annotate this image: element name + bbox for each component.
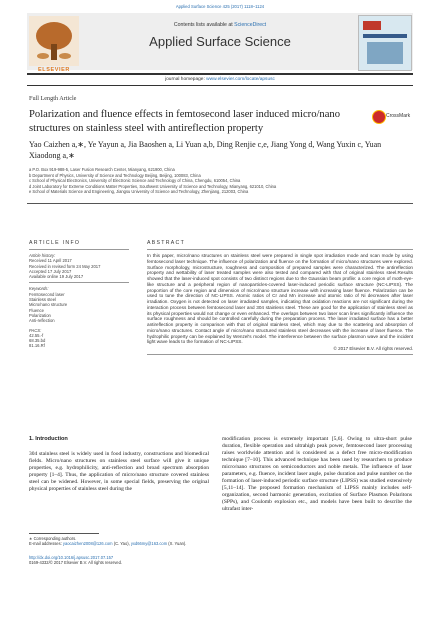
footnote-rule (29, 533, 99, 534)
email-line (29, 541, 229, 546)
affiliation: a P.O. Box 919-988-5, Laser Fusion Research Center, Mianyang, 621900, China (29, 167, 175, 172)
keyword: Femtosecond laser (29, 291, 65, 297)
footnotes (29, 536, 229, 546)
keyword: Fluence (29, 307, 44, 313)
section-divider (27, 203, 413, 204)
article-title: Polarization and fluence effects in femtosecond laser induced micro/nano structures on stainless steel with antireflection property (29, 109, 341, 134)
affiliation: d Joint Laboratory for Extreme Conditions Matter Properties, Southwest University of Science and Technology, Mianyang, 621010, China (29, 183, 277, 189)
intro-right-column: modification process is extremely important [5,6]. Owing to ultra-short pulse duration, flexible operation and ultrahigh peak power, femtosecond laser processing raises worldwide attention and is considered as a defect free micro-modification technique [7–10]. This advanced technique has been used by researchers to produce micro/nano structures on semiconductors and noble metals. The influence of laser parameters, e.g. fluence, incident laser angle, pulse duration and pulse number on the formation of laser-induced periodic surface structure (LIPSS) was studied extensively [5,11–14]. The proposed formation mechanism of LIPSS mainly includes self-organization, second harmonic generation, excitation of Surface Plasmon Polaritons (SPPs), and Coulomb explosion etc., and models have been built to describe the ultrafast inter- (222, 436, 412, 512)
history-item: Received in revised form 24 May 2017 (29, 263, 101, 269)
doi-link[interactable]: http://dx.doi.org/10.1016/j.apsusc.2017.07.157 (29, 555, 114, 560)
pacs-label: PACS: (29, 327, 42, 333)
article-type: Full Length Article (29, 95, 77, 102)
keywords-label: Keywords: (29, 286, 49, 292)
abstract-heading: ABSTRACT (147, 240, 186, 246)
doi-block (29, 555, 249, 565)
article-info (29, 240, 129, 349)
affiliations (29, 167, 409, 195)
abstract-section (147, 240, 413, 355)
abstract-text: In this paper, micro/nano structures on stainless steel were prepared in single spot irradiation mode and scan mode by using femtosecond laser technique. The influence of polarization and fluence on the formation of micro/nano structures were explored. Surface morphology, microstructure, roughness and composition of prepared samples were characterized. The antireflection property and wettability of laser treated samples were also tested and compared with that of original stainless steel.Results showed that the laser-induced spot consists of two distinct regions due to the Gaussian beam profile: a core region of moth-eye-like structure and a peripheral region of nanoparticles-covered laser-induced periodic surface structure (NC-LIPSS). The proportion of the core region and dimension of micro/nano structure increase with increasing laser fluence. Polarization can be used to tune the direction of NC-LIPSS. Atomic ratios of Cr and Mn increase and atomic ratio of Ni decreases after laser irradiation. Oxygen is not detected on laser irradiated samples, indicating that oxidation reactions are not significant during the interaction process between femtosecond laser and 304 stainless steel. These are good for the application of stainless steel as its physical properties would not change or even enhanced. The overlaps between two laser scan lines significantly influence the surface roughness and should be controlled carefully during the preparation process. The laser irradiated surface has a better antireflection property in comparison with that of original stainless steel, which may due to the scattering and absorption of micro/nano structures. Contact angle of micro/nano structured stainless steel decreases with the increase of laser fluence. The hydrophilic property can be explained by Wenzel's model. The interference between the surface plasmon wave and the incident light wave leads to the formation of NC-LIPSS. (147, 253, 413, 345)
article-info-heading: ARTICLE INFO (29, 240, 81, 246)
author-list: Yao Caizhen a,∗, Ye Yayun a, Jia Baoshen a, Li Yuan a,b, Ding Renjie c,e, Jiang Yong d, Wang Yuxin c, Yuan Xiaodong a,∗ (29, 140, 382, 160)
keyword: Polarization (29, 312, 51, 318)
history-item: Available online 19 July 2017 (29, 274, 84, 280)
crossmark-label: CrossMark (386, 113, 411, 119)
homepage-prefix: journal homepage: (165, 77, 207, 82)
email-owner-2: (X. Yuan). (167, 541, 187, 547)
crossmark-icon (372, 110, 386, 124)
email-link-2[interactable]: yxd66my@163.com (130, 541, 168, 547)
homepage-link[interactable]: www.elsevier.com/locate/apsusc (206, 77, 275, 82)
pacs-code: 42.55.-f (29, 332, 44, 338)
elsevier-tree-logo (29, 16, 79, 66)
keyword: Anti-reflection (29, 318, 55, 324)
corresponding-note: ∗ Corresponding authors. (29, 536, 77, 541)
issn-line: 0169-4332/© 2017 Elsevier B.V. All rights reserved. (29, 560, 122, 566)
keyword: Stainless steel (29, 297, 56, 303)
intro-heading: 1. Introduction (29, 436, 68, 442)
journal-homepage-bar (27, 73, 413, 86)
journal-cover-thumbnail (358, 15, 412, 71)
affiliation: b Department of Physics, University of Science and Technology Beijing, Beijing, 100083, China (29, 172, 201, 178)
email-prefix: E-mail addresses: (29, 541, 63, 547)
history-item: Accepted 17 July 2017 (29, 268, 72, 274)
journal-reference[interactable]: Applied Surface Science 425 (2017) 1118–1124 (175, 4, 265, 9)
email-owner-1: (C. Yao), (112, 541, 131, 547)
sciencedirect-link[interactable]: ScienceDirect (234, 22, 267, 28)
contents-availability (100, 22, 340, 28)
contents-prefix: Contents lists available at (173, 22, 235, 28)
history-item: Received 11 April 2017 (29, 258, 72, 264)
intro-left-column: 304 stainless steel is widely used in food industry, constructions and biomedical fields. Micro/nano structures on stainless steel surface will give it unique properties, e.g. hydrophilicity, anti-reflection and broad spectrum absorption property [1–4]. Thus, the application of micro/nano structure covered stainless steel can be widened. However, in some special fields, preserving the original physical properties of stainless steel during the (29, 451, 209, 492)
affiliation: c School of Physical Electronics, University of Electronic Science and Technology of China, Chengdu, 610054, China (29, 178, 241, 183)
email-link-1[interactable]: yaocaizhen2008@126.com (62, 541, 113, 547)
history-label: Article history: (29, 253, 56, 258)
journal-title: Applied Surface Science (149, 34, 291, 49)
elsevier-wordmark: ELSEVIER (37, 67, 70, 73)
pacs-code: 68.35.bd (29, 338, 46, 344)
crossmark-badge[interactable] (372, 110, 412, 124)
abstract-copyright: © 2017 Elsevier B.V. All rights reserved. (333, 346, 413, 351)
keyword: Micro/nano structure (29, 302, 68, 308)
affiliation: e School of Materials Science and Engineering, Jiangsu University of Science and Technology, Zhenjiang, 212003, China (29, 189, 249, 194)
pacs-code: 81.16.Rf (29, 343, 45, 349)
